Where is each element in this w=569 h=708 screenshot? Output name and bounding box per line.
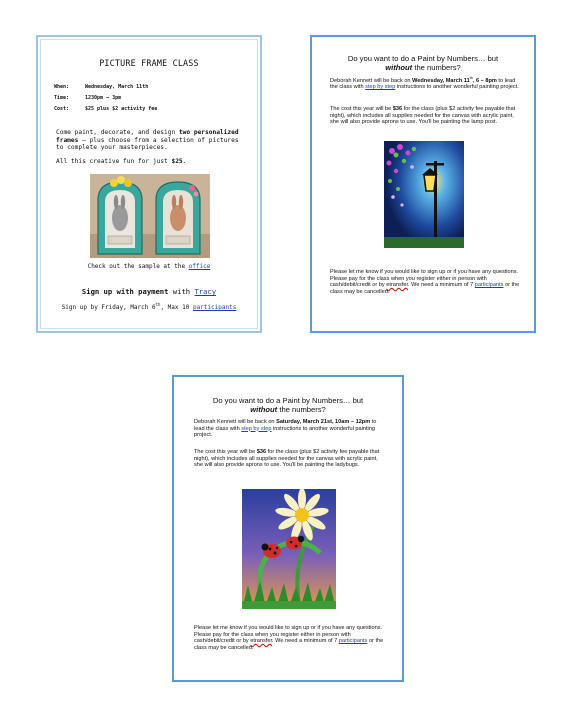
tracy-link[interactable]: Tracy [194,287,217,296]
deadline-line: Sign up by Friday, March 6th, Max 10 participants [61,302,237,311]
picture-frame-flyer [36,35,262,333]
flyer-heading: Do you want to do a Paint by Numbers… but without the numbers? [347,54,499,72]
cost-details: The cost this year will be $36 for the class (plus $2 activity fee payable that night), which includes all supplies needed for the canvas with acrylic paint, she will also provide aprons to use. You'll be painting the ladybugs. [194,449,380,469]
picture-frames-photo [90,174,210,258]
participants-link[interactable]: participants [192,304,237,311]
flyer-heading: Do you want to do a Paint by Numbers… but without the numbers? [212,396,364,414]
info-value: $25 plus $2 activity fee [85,106,158,112]
info-value: Wednesday, March 11th [85,84,149,90]
participants-link[interactable]: participants [474,282,504,289]
ladybugs-flyer [172,375,404,682]
ladybugs-painting [242,489,336,609]
signup-line: Sign up with payment with Tracy [81,287,217,296]
info-label: When: [54,84,70,90]
info-when [54,84,148,90]
office-link[interactable]: office [188,263,211,270]
class-details: Deborah Kennett will be back on Wednesday, March 11th, 6 – 8pm to lead the class with step by step instructions to another wonderful painting project. [330,76,519,91]
signup-note: Please let me know if you would like to sign up or if you have any questions. Please pay for the class when you register either in person with cash/debit/credit or by etransfer. We need a minimum of 7 participants or the class may be cancelled. [330,269,520,295]
class-details: Deborah Kennett will be back on Saturday, March 21st, 10am – 12pm to lead the class with step by step instructions to another wonderful painting project. [194,419,377,439]
cost-details: The cost this year will be $36 for the class (plus $2 activity fee payable that night), which includes all supplies needed for the canvas with acrylic paint, she will also provide aprons to use. You'll be painting the lamp post. [330,106,516,126]
signup-note: Please let me know if you would like to sign up or if you have any questions. Please pay for the class when you register either in person with cash/debit/credit or by etransfer. We need a minimum of 7 participants or the class may be cancelled. [194,625,384,651]
participants-link[interactable]: participants [338,638,368,645]
step-by-step-link[interactable]: step by step [241,425,272,432]
sample-note: Check out the sample at the office [87,263,211,270]
lamp-post-painting [384,141,464,248]
info-value: 1230pm – 3pm [85,95,122,101]
flyer-title: PICTURE FRAME CLASS [99,58,199,68]
info-time [54,95,121,101]
info-cost [54,106,157,112]
flyer-description: Come paint, decorate, and design two personalized frames – plus choose from a selection of pictures to complete your masterpieces. [56,129,239,152]
step-by-step-link[interactable]: step by step [365,84,396,91]
lamp-post-flyer [310,35,536,333]
info-label: Time: [54,95,70,101]
info-label: Cost: [54,106,70,112]
flyer-price-line: All this creative fun for just $25. [56,158,187,165]
